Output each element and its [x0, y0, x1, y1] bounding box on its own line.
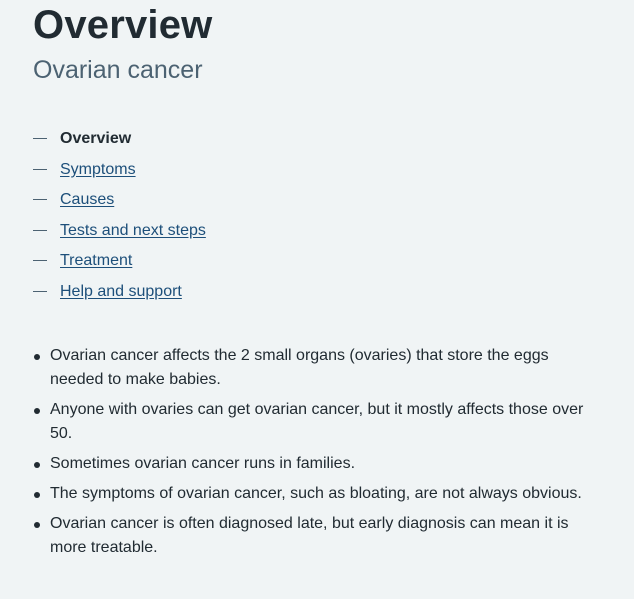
dash-icon — [33, 291, 47, 292]
summary-text: Ovarian cancer affects the 2 small organs (ovaries) that store the eggs needed to make babies. — [50, 347, 549, 388]
list-item — [33, 398, 593, 446]
contents-link-symptoms[interactable]: Symptoms — [60, 160, 136, 178]
list-item — [33, 452, 593, 476]
contents-item-causes — [33, 185, 593, 216]
summary-text: The symptoms of ovarian cancer, such as bloating, are not always obvious. — [50, 485, 582, 502]
dash-icon — [33, 260, 47, 261]
bullet-icon — [34, 522, 40, 528]
list-item — [33, 512, 593, 560]
contents-link-causes[interactable]: Causes — [60, 191, 115, 209]
summary-text: Anyone with ovaries can get ovarian cancer, but it mostly affects those over 50. — [50, 401, 584, 442]
bullet-icon — [34, 492, 40, 498]
contents-item-help — [33, 277, 593, 308]
summary-list — [33, 344, 593, 566]
contents-link-tests[interactable]: Tests and next steps — [60, 221, 206, 239]
page-subtitle: Ovarian cancer — [33, 56, 203, 84]
summary-text: Ovarian cancer is often diagnosed late, but early diagnosis can mean it is more treatable. — [50, 515, 569, 556]
bullet-icon — [34, 408, 40, 414]
contents-item-tests — [33, 216, 593, 247]
dash-icon — [33, 199, 47, 200]
dash-icon — [33, 138, 47, 139]
summary-text: Sometimes ovarian cancer runs in families. — [50, 455, 356, 472]
dash-icon — [33, 169, 47, 170]
contents-item-symptoms — [33, 155, 593, 186]
page-title: Overview — [33, 3, 213, 47]
contents-link-treatment[interactable]: Treatment — [60, 252, 133, 270]
contents-item-treatment — [33, 246, 593, 277]
list-item — [33, 482, 593, 506]
bullet-icon — [34, 462, 40, 468]
contents-current-label: Overview — [60, 130, 132, 147]
contents-nav — [33, 124, 593, 308]
contents-item-overview — [33, 124, 593, 155]
dash-icon — [33, 230, 47, 231]
bullet-icon — [34, 354, 40, 360]
contents-link-help[interactable]: Help and support — [60, 282, 182, 300]
list-item — [33, 344, 593, 392]
